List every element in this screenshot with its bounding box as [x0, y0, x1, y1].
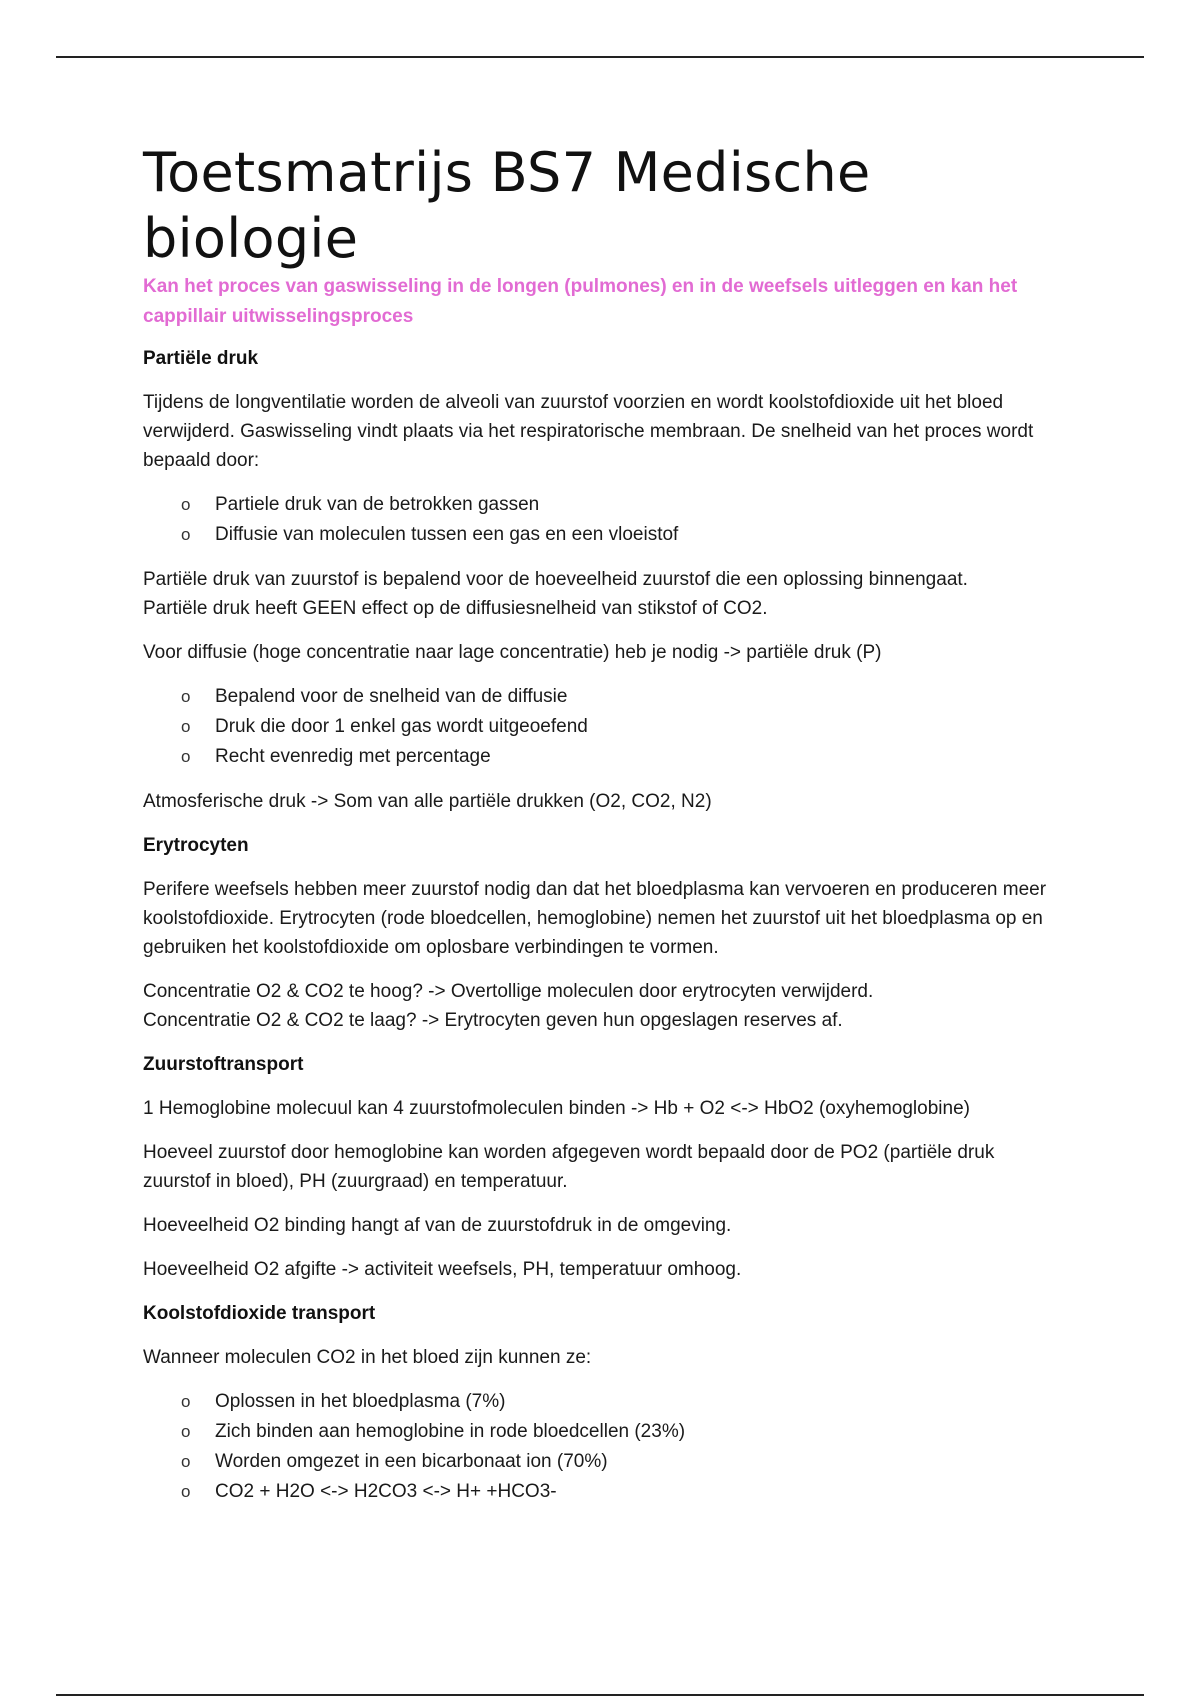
list-item: o Oplossen in het bloedplasma (7%): [181, 1387, 1063, 1417]
bottom-rule: [56, 1694, 1144, 1696]
bullet-list: [143, 682, 1063, 772]
bullet-marker: o: [181, 1422, 191, 1441]
section-heading: Koolstofdioxide transport: [143, 1303, 376, 1324]
bullet-marker: o: [181, 495, 191, 514]
section-koolstofdioxide-transport: [143, 1299, 1063, 1507]
learning-objective: Kan het proces van gaswisseling in de longen (pulmones) en in de weefsels uitleggen en kan het cappillair uitwisselingsproces: [143, 276, 1018, 327]
list-item: o Druk die door 1 enkel gas wordt uitgeoefend: [181, 712, 1063, 742]
bullet-list: [143, 490, 1063, 550]
list-item: o Zich binden aan hemoglobine in rode bloedcellen (23%): [181, 1417, 1063, 1447]
bullet-list: [143, 1387, 1063, 1507]
section-heading: Erytrocyten: [143, 835, 249, 856]
paragraph: 1 Hemoglobine molecuul kan 4 zuurstofmoleculen binden -> Hb + O2 <-> HbO2 (oxyhemoglobine): [143, 1098, 970, 1119]
bullet-marker: o: [181, 1392, 191, 1411]
list-item: o Recht evenredig met percentage: [181, 742, 1063, 772]
paragraph: Partiële druk van zuurstof is bepalend voor de hoeveelheid zuurstof die een oplossing binnengaat. Partiële druk heeft GEEN effect op de diffusiesnelheid van stikstof of CO2.: [143, 569, 968, 619]
paragraph: Tijdens de longventilatie worden de alveoli van zuurstof voorzien en wordt koolstofdioxide uit het bloed verwijderd. Gaswisseling vindt plaats via het respiratorische membraan. De snelheid van het proces wordt bepaald door:: [143, 392, 1034, 471]
top-rule: [56, 56, 1144, 58]
paragraph: Hoeveelheid O2 afgifte -> activiteit weefsels, PH, temperatuur omhoog.: [143, 1259, 742, 1280]
list-item: o Worden omgezet in een bicarbonaat ion (70%): [181, 1447, 1063, 1477]
bullet-marker: o: [181, 687, 191, 706]
list-item: o CO2 + H2O <-> H2CO3 <-> H+ +HCO3-: [181, 1477, 1063, 1507]
list-item: o Bepalend voor de snelheid van de diffusie: [181, 682, 1063, 712]
paragraph: Voor diffusie (hoge concentratie naar lage concentratie) heb je nodig -> partiële druk (P): [143, 642, 882, 663]
bullet-marker: o: [181, 717, 191, 736]
list-item: o Partiele druk van de betrokken gassen: [181, 490, 1063, 520]
document-page: [143, 140, 1063, 1522]
section-heading: Zuurstoftransport: [143, 1054, 304, 1075]
document-title: Toetsmatrijs BS7 Medische biologie: [143, 141, 871, 270]
list-item: o Diffusie van moleculen tussen een gas en een vloeistof: [181, 520, 1063, 550]
paragraph: Hoeveel zuurstof door hemoglobine kan worden afgegeven wordt bepaald door de PO2 (partiële druk zuurstof in bloed), PH (zuurgraad) en temperatuur.: [143, 1142, 995, 1192]
section-erytrocyten: [143, 831, 1063, 1035]
paragraph: Perifere weefsels hebben meer zuurstof nodig dan dat het bloedplasma kan vervoeren en produceren meer koolstofdioxide. Erytrocyten (rode bloedcellen, hemoglobine) nemen het zuurstof uit het bloedplasma op en gebruiken het koolstofdioxide om oplosbare verbindingen te vormen.: [143, 879, 1047, 958]
paragraph: Wanneer moleculen CO2 in het bloed zijn kunnen ze:: [143, 1347, 592, 1368]
bullet-marker: o: [181, 525, 191, 544]
section-zuurstoftransport: [143, 1050, 1063, 1284]
bullet-marker: o: [181, 1452, 191, 1471]
section-heading: Partiële druk: [143, 348, 259, 369]
bullet-marker: o: [181, 747, 191, 766]
paragraph: Atmosferische druk -> Som van alle partiële drukken (O2, CO2, N2): [143, 791, 712, 812]
paragraph: Concentratie O2 & CO2 te hoog? -> Overtollige moleculen door erytrocyten verwijderd. Concentratie O2 & CO2 te laag? -> Erytrocyten geven hun opgeslagen reserves af.: [143, 981, 874, 1031]
bullet-marker: o: [181, 1482, 191, 1501]
section-partiele-druk: [143, 344, 1063, 816]
paragraph: Hoeveelheid O2 binding hangt af van de zuurstofdruk in de omgeving.: [143, 1215, 732, 1236]
